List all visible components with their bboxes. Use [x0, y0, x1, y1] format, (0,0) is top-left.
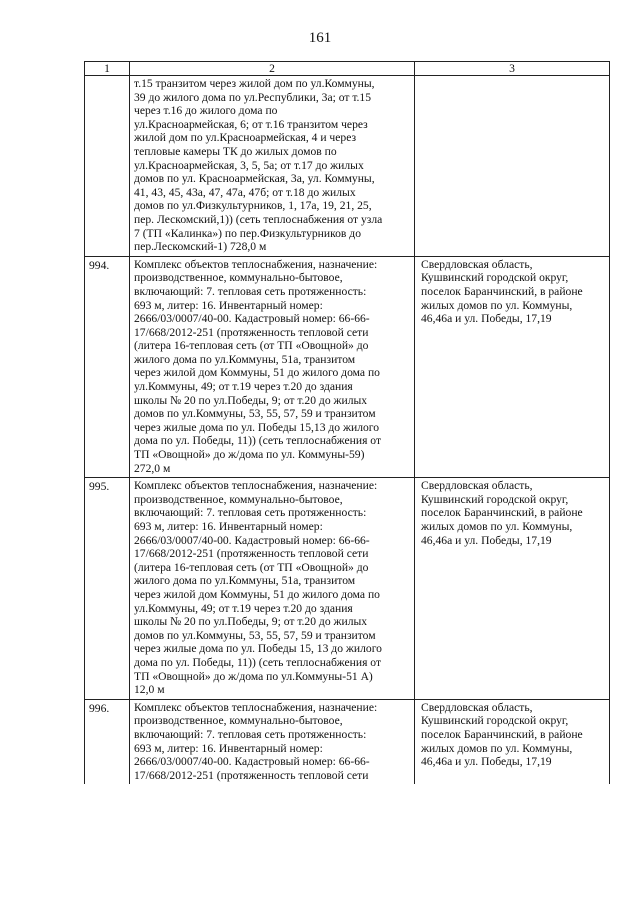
- description-line: производственное, коммунально-бытовое,: [134, 271, 343, 285]
- description-line: (литера 16-тепловая сеть (от ТП «Овощной» до: [134, 339, 369, 353]
- object-location: [415, 699, 610, 784]
- location-line: поселок Баранчинский, в районе: [421, 727, 583, 741]
- location-line: Свердловская область,: [421, 700, 533, 714]
- description-line: 693 м, литер: 16. Инвентарный номер:: [134, 741, 323, 755]
- location-line: Свердловская область,: [421, 257, 533, 271]
- description-line: (литера 16-тепловая сеть (от ТП «Овощной» до: [134, 560, 369, 574]
- description-line: Комплекс объектов теплоснабжения, назначение:: [134, 479, 378, 493]
- description-line: жилой дом по ул.Красноармейская, 4 и через: [134, 131, 357, 145]
- description-line: 39 до жилого дома по ул.Республики, 3а; от т.15: [134, 90, 372, 104]
- column-header-1: 1: [85, 62, 130, 76]
- description-line: включающий: 7. тепловая сеть протяженность:: [134, 284, 367, 298]
- description-line: производственное, коммунально-бытовое,: [134, 714, 343, 728]
- description-line: 693 м, литер: 16. Инвентарный номер:: [134, 298, 323, 312]
- table-header-row: [85, 62, 610, 76]
- description-line: 41, 43, 45, 43а, 47, 47а, 47б; от т.18 до жилых: [134, 185, 356, 199]
- description-line: 7 (ТП «Калинка») по пер.Физкультурников до: [134, 226, 361, 240]
- object-location: [415, 478, 610, 700]
- table-row: [85, 699, 610, 784]
- description-line: домов по ул.Коммуны, 53, 55, 57, 59 и транзитом: [134, 628, 376, 642]
- description-line: ТП «Овощной» до ж/дома по ул.Коммуны-51 А): [134, 669, 373, 683]
- location-line: поселок Баранчинский, в районе: [421, 506, 583, 520]
- description-line: жилого дома по ул.Коммуны, 51а, транзитом: [134, 574, 356, 588]
- description-line: Комплекс объектов теплоснабжения, назначение:: [134, 257, 378, 271]
- description-line: ул.Коммуны, 49; от т.19 через т.20 до здания: [134, 380, 353, 394]
- description-line: включающий: 7. тепловая сеть протяженность:: [134, 727, 367, 741]
- object-location: [415, 256, 610, 478]
- object-description: [130, 699, 415, 784]
- location-line: жилых домов по ул. Коммуны,: [421, 741, 573, 755]
- row-number: [85, 76, 130, 257]
- location-line: Кушвинский городской округ,: [421, 271, 569, 285]
- description-line: домов по ул.Физкультурников, 1, 17а, 19, 21, 25,: [134, 199, 372, 213]
- description-line: пер. Лескомский,1)) (сеть теплоснабжения от узла: [134, 212, 383, 226]
- registry-table: [84, 61, 610, 784]
- description-line: через жилой дом Коммуны, 51 до жилого дома по: [134, 366, 380, 380]
- description-line: домов по ул. Красноармейская, 3а, ул. Коммуны,: [134, 172, 375, 186]
- column-header-3: 3: [415, 62, 610, 76]
- row-number: 995.: [85, 478, 130, 700]
- description-line: дома по ул. Победы, 11)) (сеть теплоснабжения от: [134, 655, 382, 669]
- table-row: [85, 256, 610, 478]
- description-line: 17/668/2012-251 (протяженность тепловой сети: [134, 325, 369, 339]
- description-line: включающий: 7. тепловая сеть протяженность:: [134, 506, 367, 520]
- description-line: пер.Лескомский-1) 728,0 м: [134, 240, 267, 254]
- row-number: 996.: [85, 699, 130, 784]
- description-line: через т.16 до жилого дома по: [134, 104, 278, 118]
- description-line: 2666/03/0007/40-00. Кадастровый номер: 66-66-: [134, 533, 370, 547]
- description-line: 272,0 м: [134, 461, 171, 475]
- description-line: через жилые дома по ул. Победы 15, 13 до жилого: [134, 642, 382, 656]
- description-line: домов по ул.Коммуны, 53, 55, 57, 59 и транзитом: [134, 407, 376, 421]
- location-line: 46,46а и ул. Победы, 17,19: [421, 533, 552, 547]
- description-line: ул.Красноармейская, 6; от т.16 транзитом через: [134, 117, 368, 131]
- column-header-2: 2: [130, 62, 415, 76]
- object-location: [415, 76, 610, 257]
- table-row: [85, 478, 610, 700]
- description-line: через жилые дома по ул. Победы 15,13 до жилого: [134, 420, 380, 434]
- object-description: [130, 478, 415, 700]
- description-line: ТП «Овощной» до ж/дома по ул. Коммуны-59): [134, 448, 365, 462]
- location-line: жилых домов по ул. Коммуны,: [421, 298, 573, 312]
- table-row: [85, 76, 610, 257]
- location-line: Кушвинский городской округ,: [421, 714, 569, 728]
- description-line: производственное, коммунально-бытовое,: [134, 492, 343, 506]
- description-line: школы № 20 по ул.Победы, 9; от т.20 до жилых: [134, 615, 368, 629]
- description-line: через жилой дом Коммуны, 51 до жилого дома по: [134, 587, 380, 601]
- description-line: тепловые камеры ТК до жилых домов по: [134, 144, 337, 158]
- description-line: школы № 20 по ул.Победы, 9; от т.20 до жилых: [134, 393, 368, 407]
- description-line: 2666/03/0007/40-00. Кадастровый номер: 66-66-: [134, 755, 370, 769]
- description-line: жилого дома по ул.Коммуны, 51а, транзитом: [134, 352, 356, 366]
- description-line: Комплекс объектов теплоснабжения, назначение:: [134, 700, 378, 714]
- object-description: [130, 76, 415, 257]
- location-line: поселок Баранчинский, в районе: [421, 284, 583, 298]
- location-line: 46,46а и ул. Победы, 17,19: [421, 312, 552, 326]
- row-number: 994.: [85, 256, 130, 478]
- description-line: 12,0 м: [134, 683, 165, 697]
- description-line: 17/668/2012-251 (протяженность тепловой сети: [134, 547, 369, 561]
- location-line: жилых домов по ул. Коммуны,: [421, 520, 573, 533]
- description-line: дома по ул. Победы, 11)) (сеть теплоснабжения от: [134, 434, 382, 448]
- location-line: Кушвинский городской округ,: [421, 492, 569, 506]
- location-line: Свердловская область,: [421, 479, 533, 493]
- page-number: 161: [308, 30, 332, 46]
- description-line: т.15 транзитом через жилой дом по ул.Коммуны,: [134, 77, 375, 90]
- object-description: [130, 256, 415, 478]
- description-line: 17/668/2012-251 (протяженность тепловой сети: [134, 768, 369, 782]
- description-line: ул.Красноармейская, 3, 5, 5а; от т.17 до жилых: [134, 158, 364, 172]
- location-line: 46,46а и ул. Победы, 17,19: [421, 755, 552, 769]
- description-line: 693 м, литер: 16. Инвентарный номер:: [134, 520, 323, 533]
- description-line: ул.Коммуны, 49; от т.19 через т.20 до здания: [134, 601, 353, 615]
- description-line: 2666/03/0007/40-00. Кадастровый номер: 66-66-: [134, 312, 370, 326]
